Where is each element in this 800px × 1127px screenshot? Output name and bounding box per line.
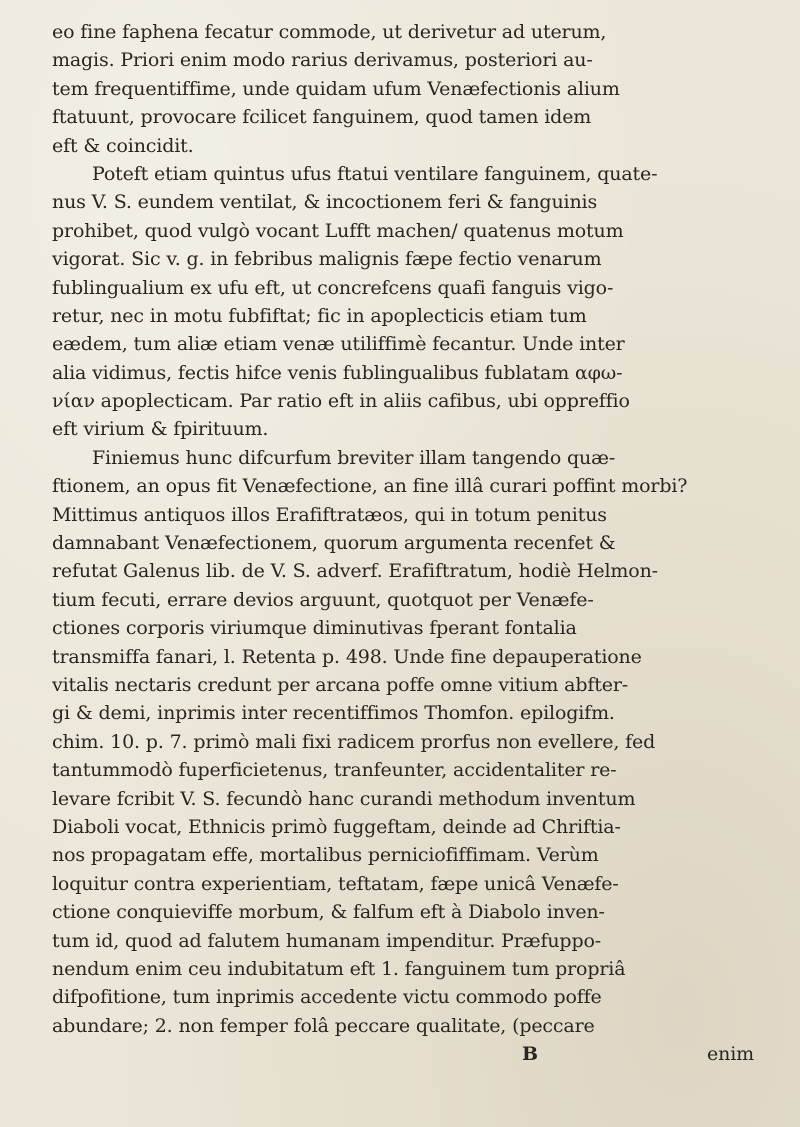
text-line: ctione conquieviffe morbum, & falfum eft à Diabolo inven- bbox=[52, 901, 605, 924]
text-line: magis. Priori enim modo rarius derivamus, posteriori au- bbox=[52, 49, 593, 72]
text-line: Diaboli vocat, Ethnicis primò fuggeftam, deinde ad Chriftia- bbox=[52, 815, 621, 838]
text-line: chim. 10. p. 7. primò mali fixi radicem prorfus non evellere, fed bbox=[52, 730, 656, 753]
text-line: vigorat. Sic v. g. in febribus malignis fæpe fectio venarum bbox=[52, 248, 602, 271]
text-line: retur, nec in motu fubfiftat; fic in apoplecticis etiam tum bbox=[52, 304, 587, 327]
text-line: levare fcribit V. S. fecundò hanc curandi methodum inventum bbox=[52, 787, 636, 810]
text-line: loquitur contra experientiam, teftatam, fæpe unicâ Venæfe- bbox=[52, 872, 619, 895]
text-line: gi & demi, inprimis inter recentiffimos Thomfon. epilogifm. bbox=[52, 702, 615, 725]
text-line: ftionem, an opus fit Venæfectione, an fine illâ curari poffint morbi? bbox=[52, 475, 688, 498]
text-line: eft & coincidit. bbox=[52, 134, 194, 157]
text-line: Mittimus antiquos illos Erafiftratæos, qui in totum penitus bbox=[52, 503, 607, 526]
text-line: nendum enim ceu indubitatum eft 1. fanguinem tum propriâ bbox=[52, 957, 626, 980]
text-line: prohibet, quod vulgò vocant Lufft machen/ quatenus motum bbox=[52, 219, 624, 242]
page-text bbox=[52, 18, 772, 1068]
text-line: nos propagatam effe, mortalibus perniciofiffimam. Verùm bbox=[52, 844, 599, 867]
text-line: νίαν apoplecticam. Par ratio eft in aliis cafibus, ubi oppreffio bbox=[52, 390, 630, 413]
text-line: ctiones corporis viriumque diminutivas fperant fontalia bbox=[52, 617, 577, 640]
text-line: abundare; 2. non femper folâ peccare qualitate, (peccare bbox=[52, 1014, 595, 1037]
text-line: Finiemus hunc difcurfum breviter illam tangendo quæ- bbox=[92, 446, 616, 469]
text-line: tium fecuti, errare devios arguunt, quotquot per Venæfe- bbox=[52, 588, 594, 611]
text-line: fublingualium ex ufu eft, ut concrefcens quafi fanguis vigo- bbox=[52, 276, 614, 299]
text-line: damnabant Venæfectionem, quorum argumenta recenfet & bbox=[52, 532, 616, 555]
text-line: vitalis nectaris credunt per arcana poffe omne vitium abfter- bbox=[52, 673, 629, 696]
text-line: eft virium & fpirituum. bbox=[52, 418, 269, 441]
text-line: tantummodò fuperficietenus, tranfeunter, accidentaliter re- bbox=[52, 759, 617, 782]
text-line: refutat Galenus lib. de V. S. adverf. Erafiftratum, hodiè Helmon- bbox=[52, 560, 658, 583]
text-line: Poteft etiam quintus ufus ftatui ventilare fanguinem, quate- bbox=[92, 162, 658, 185]
text-line: ftatuunt, provocare fcilicet fanguinem, quod tamen idem bbox=[52, 106, 592, 129]
text-line: alia vidimus, fectis hifce venis fublingualibus fublatam αφω- bbox=[52, 361, 623, 384]
text-line: eædem, tum aliæ etiam venæ utiliffimè fecantur. Unde inter bbox=[52, 333, 625, 356]
text-line: nus V. S. eundem ventilat, & incoctionem feri & fanguinis bbox=[52, 191, 598, 214]
text-line: transmiffa fanari, l. Retenta p. 498. Unde fine depauperatione bbox=[52, 645, 642, 668]
catchword: enim bbox=[707, 1043, 754, 1066]
text-line: tum id, quod ad falutem humanam impenditur. Præfuppo- bbox=[52, 929, 602, 952]
text-line: tem frequentiffime, unde quidam ufum Venæfectionis alium bbox=[52, 77, 620, 100]
signature-letter: B bbox=[522, 1043, 545, 1066]
text-line: eo fine faphena fecatur commode, ut derivetur ad uterum, bbox=[52, 21, 607, 43]
text-line: difpofitione, tum inprimis accedente victu commodo poffe bbox=[52, 986, 602, 1009]
